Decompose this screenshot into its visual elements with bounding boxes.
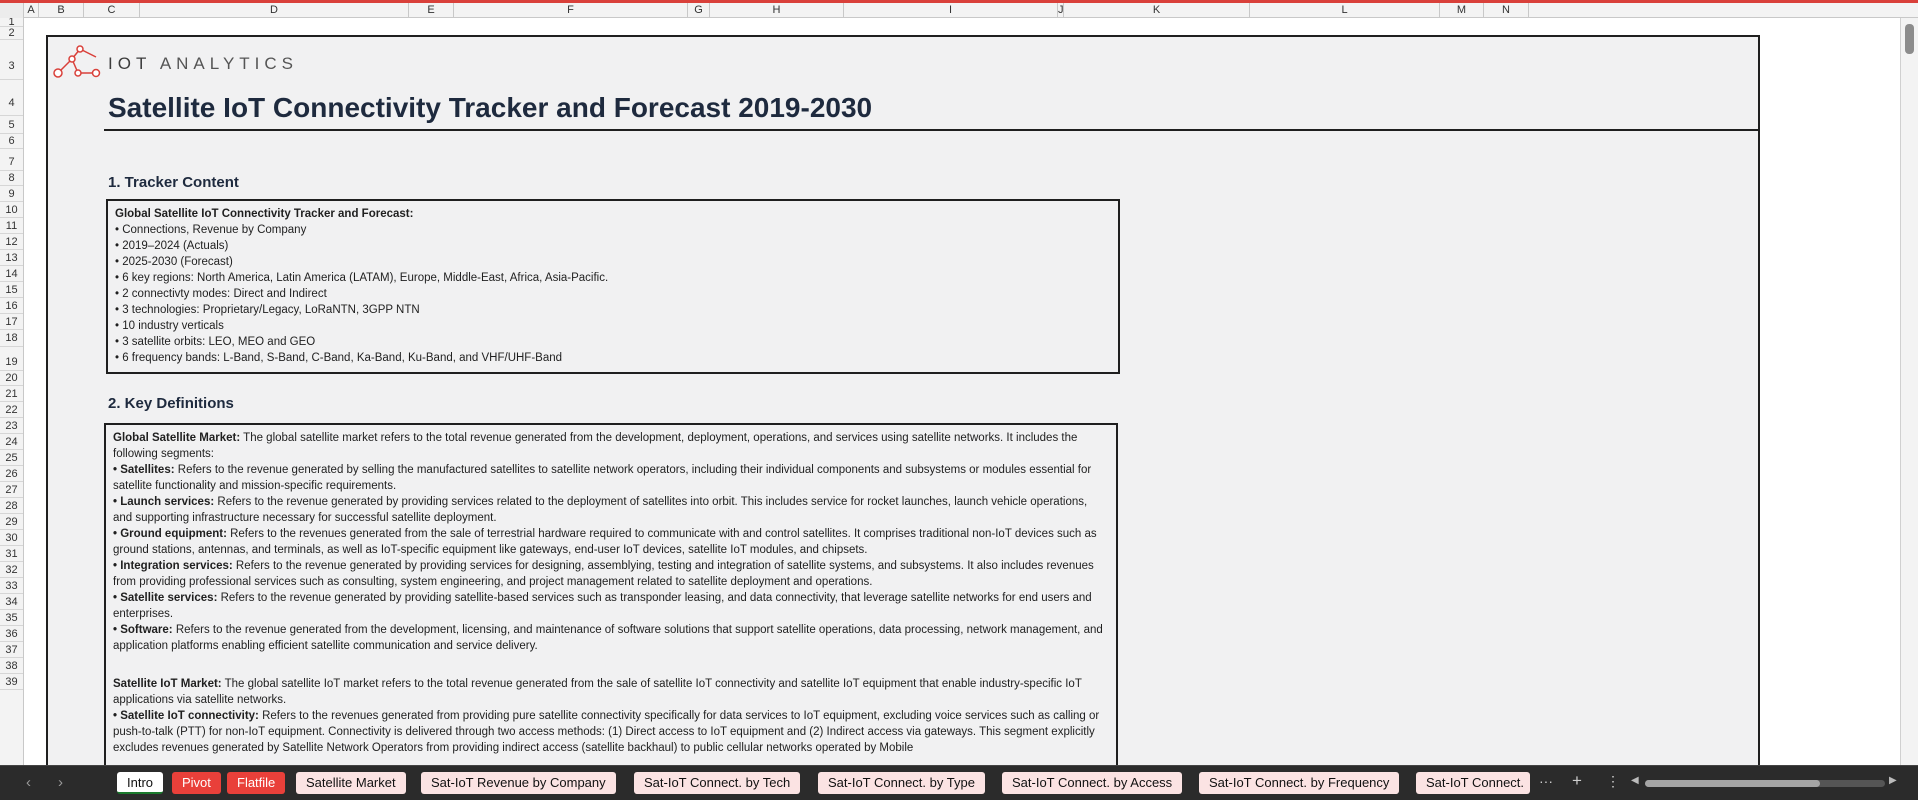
row-header-7[interactable]: 7 xyxy=(0,149,23,171)
logo-wordmark-bold: IOT xyxy=(108,54,152,73)
column-header-n[interactable]: N xyxy=(1484,3,1529,18)
row-header-22[interactable]: 22 xyxy=(0,402,23,418)
row-header-37[interactable]: 37 xyxy=(0,642,23,658)
tracker-bullet: • 2025-2030 (Forecast) xyxy=(115,256,233,268)
tracker-bullet: • Connections, Revenue by Company xyxy=(115,224,307,236)
column-header-c[interactable]: C xyxy=(84,3,140,18)
definition-item xyxy=(113,590,1109,622)
logo-wordmark xyxy=(108,54,298,74)
definition-item xyxy=(113,526,1109,558)
tracker-bullet: • 2 connectivty modes: Direct and Indirect xyxy=(115,288,327,300)
section-heading-key-definitions: 2. Key Definitions xyxy=(108,395,234,412)
column-header-i[interactable]: I xyxy=(844,3,1058,18)
row-header xyxy=(0,18,24,765)
vertical-scroll-thumb[interactable] xyxy=(1905,24,1914,54)
row-header-21[interactable]: 21 xyxy=(0,386,23,402)
row-header-26[interactable]: 26 xyxy=(0,466,23,482)
section-heading-tracker-content: 1. Tracker Content xyxy=(108,174,239,191)
row-header-4[interactable]: 4 xyxy=(0,80,23,116)
row-header-3[interactable]: 3 xyxy=(0,40,23,80)
scroll-right-icon[interactable]: ▶ xyxy=(1889,775,1897,786)
column-header-g[interactable]: G xyxy=(688,3,710,18)
row-header-15[interactable]: 15 xyxy=(0,282,23,298)
more-tabs-icon[interactable]: ··· xyxy=(1539,773,1553,789)
definition-label: • Launch services: xyxy=(113,496,215,508)
scroll-left-icon[interactable]: ◀ xyxy=(1631,775,1639,786)
row-header-9[interactable]: 9 xyxy=(0,186,23,202)
definition-text: Refers to the revenue generated from the development, licensing, and maintenance of software solutions that support satellite operations, data processing, network management, and application platforms enabling efficient satellite communication and service delivery. xyxy=(113,624,1103,652)
definition-item xyxy=(113,708,1109,756)
sheet-grid[interactable] xyxy=(24,18,1900,765)
horizontal-scroll-thumb[interactable] xyxy=(1645,780,1820,787)
row-header-24[interactable]: 24 xyxy=(0,434,23,450)
row-header-14[interactable]: 14 xyxy=(0,266,23,282)
tracker-content-box[interactable] xyxy=(106,199,1120,374)
definition-text: The global satellite market refers to the total revenue generated from the development, deployment, operations, and services using satellite networks. It includes the following segments: xyxy=(113,432,1078,460)
tab-sat-iot-connect-truncated[interactable]: Sat-IoT Connect. xyxy=(1416,772,1530,794)
column-header-a[interactable]: A xyxy=(24,3,39,18)
row-header-35[interactable]: 35 xyxy=(0,610,23,626)
tracker-bullet: • 10 industry verticals xyxy=(115,320,224,332)
row-header-38[interactable]: 38 xyxy=(0,658,23,674)
definition-label: • Software: xyxy=(113,624,173,636)
row-header-20[interactable]: 20 xyxy=(0,371,23,386)
row-header-31[interactable]: 31 xyxy=(0,546,23,562)
column-header-k[interactable]: K xyxy=(1064,3,1250,18)
tab-sat-iot-connect-by-frequency[interactable]: Sat-IoT Connect. by Frequency xyxy=(1199,772,1399,794)
column-header-e[interactable]: E xyxy=(409,3,454,18)
vertical-scrollbar[interactable] xyxy=(1900,18,1918,765)
definition-item xyxy=(113,622,1109,654)
column-header-f[interactable]: F xyxy=(454,3,688,18)
definition-label: Global Satellite Market: xyxy=(113,432,241,444)
column-header-l[interactable]: L xyxy=(1250,3,1440,18)
tab-sat-iot-connect-by-type[interactable]: Sat-IoT Connect. by Type xyxy=(818,772,985,794)
next-sheet-icon[interactable]: › xyxy=(58,774,63,791)
row-header-36[interactable]: 36 xyxy=(0,626,23,642)
tab-sat-iot-connect-by-access[interactable]: Sat-IoT Connect. by Access xyxy=(1002,772,1182,794)
definition-item xyxy=(113,558,1109,590)
row-header-27[interactable]: 27 xyxy=(0,482,23,498)
row-header-13[interactable]: 13 xyxy=(0,250,23,266)
tab-flatfile[interactable]: Flatfile xyxy=(227,772,285,794)
page-title: Satellite IoT Connectivity Tracker and Forecast 2019-2030 xyxy=(108,92,873,123)
row-header-12[interactable]: 12 xyxy=(0,234,23,250)
definition-paragraph xyxy=(113,430,1109,462)
select-all-corner[interactable] xyxy=(0,3,24,18)
column-header-d[interactable]: D xyxy=(140,3,409,18)
row-header-1[interactable]: 1 xyxy=(0,18,23,27)
row-header-33[interactable]: 33 xyxy=(0,578,23,594)
definition-label: • Satellites: xyxy=(113,464,175,476)
tab-sat-iot-connect-by-tech[interactable]: Sat-IoT Connect. by Tech xyxy=(634,772,800,794)
tracker-bullet: • 3 technologies: Proprietary/Legacy, LoRaNTN, 3GPP NTN xyxy=(115,304,420,316)
sheet-menu-icon[interactable]: ⋮ xyxy=(1606,773,1620,789)
spacer xyxy=(113,654,1109,676)
definition-item xyxy=(113,494,1109,526)
tab-satellite-market[interactable]: Satellite Market xyxy=(296,772,406,794)
tracker-bullet: • 6 frequency bands: L-Band, S-Band, C-Band, Ka-Band, Ku-Band, and VHF/UHF-Band xyxy=(115,352,563,364)
horizontal-scrollbar[interactable] xyxy=(1631,777,1901,789)
key-definitions-box[interactable] xyxy=(104,423,1118,765)
tracker-bullet: • 2019–2024 (Actuals) xyxy=(115,240,229,252)
logo-wordmark-rest: ANALYTICS xyxy=(151,54,299,73)
row-header-6[interactable]: 6 xyxy=(0,134,23,149)
title-divider xyxy=(104,129,1760,131)
definition-text: The global satellite IoT market refers to the total revenue generated from the sale of satellite IoT connectivity and satellite IoT equipment that enable industry-specific IoT applications via satellite networks. xyxy=(113,678,1082,706)
iot-analytics-logo-icon xyxy=(50,45,106,81)
tracker-content-title: Global Satellite IoT Connectivity Tracker and Forecast: xyxy=(115,208,414,220)
row-header-39[interactable]: 39 xyxy=(0,674,23,690)
definition-text: Refers to the revenues generated from the sale of terrestrial hardware required to communicate with and control satellites. It comprises traditional non-IoT devices such as ground stations, antennas, and terminals, as well as IoT-specific equipment like gateways, end-user IoT devices, satellite IoT modules, and chipsets. xyxy=(113,528,1097,556)
row-header-2[interactable]: 2 xyxy=(0,27,23,40)
definition-text: Refers to the revenue generated by providing services for designing, assemblying, testing and integration of satellite systems, and subsystems. It also includes revenues from providing professional services such as consulting, system engineering, and project management related to satellite deployment and operations. xyxy=(113,560,1094,588)
add-sheet-icon[interactable]: + xyxy=(1572,771,1582,790)
tab-sat-iot-revenue-by-company[interactable]: Sat-IoT Revenue by Company xyxy=(421,772,616,794)
tracker-bullet: • 6 key regions: North America, Latin America (LATAM), Europe, Middle-East, Africa, Asia-Pacific. xyxy=(115,272,609,284)
definition-label: • Satellite IoT connectivity: xyxy=(113,710,259,722)
column-header xyxy=(0,0,1918,18)
tab-intro[interactable]: Intro xyxy=(117,772,163,794)
definition-label: • Ground equipment: xyxy=(113,528,227,540)
column-header-h[interactable]: H xyxy=(710,3,844,18)
row-header-19[interactable]: 19 xyxy=(0,347,23,371)
column-header-m[interactable]: M xyxy=(1440,3,1484,18)
row-header-17[interactable]: 17 xyxy=(0,314,23,330)
row-header-25[interactable]: 25 xyxy=(0,450,23,466)
definition-text: Refers to the revenue generated by providing satellite-based services such as transponder leasing, and data connectivity, that leverage satellite networks for end users and enterprises. xyxy=(113,592,1092,620)
row-header-30[interactable]: 30 xyxy=(0,530,23,546)
row-header-5[interactable]: 5 xyxy=(0,116,23,134)
row-header-11[interactable]: 11 xyxy=(0,218,23,234)
definition-label: • Integration services: xyxy=(113,560,233,572)
row-header-23[interactable]: 23 xyxy=(0,418,23,434)
prev-sheet-icon[interactable]: ‹ xyxy=(26,774,31,791)
row-header-18[interactable]: 18 xyxy=(0,330,23,347)
row-header-32[interactable]: 32 xyxy=(0,562,23,578)
definition-label: Satellite IoT Market: xyxy=(113,678,222,690)
row-header-8[interactable]: 8 xyxy=(0,171,23,186)
tracker-bullet: • 3 satellite orbits: LEO, MEO and GEO xyxy=(115,336,316,348)
tab-pivot[interactable]: Pivot xyxy=(172,772,221,794)
row-header-16[interactable]: 16 xyxy=(0,298,23,314)
column-header-b[interactable]: B xyxy=(39,3,84,18)
row-header-29[interactable]: 29 xyxy=(0,514,23,530)
definition-text: Refers to the revenue generated by providing services related to the deployment of satellites into orbit. This includes service for rocket launches, launch vehicle operations, and supporting infrastructure necessary for successful satellite deployment. xyxy=(113,496,1088,524)
row-header-34[interactable]: 34 xyxy=(0,594,23,610)
definition-paragraph xyxy=(113,676,1109,708)
definition-text: Refers to the revenues generated from providing pure satellite connectivity specifically for data services to IoT equipment, excluding voice services such as calling or push-to-talk (PTT) for non-IoT equipment. Connectivity is delivered through two access methods: (1) Direct access to IoT equipment and (2) Indirect access via gateways. This segment explicitly excludes revenues generated by Satellite Network Operators from providing indirect access (satellite backhaul) to public cellular networks operated by Mobile xyxy=(113,710,1100,754)
definition-label: • Satellite services: xyxy=(113,592,218,604)
definition-item xyxy=(113,462,1109,494)
row-header-28[interactable]: 28 xyxy=(0,498,23,514)
sheet-tab-bar xyxy=(0,765,1918,800)
definition-text: Refers to the revenue generated by selling the manufactured satellites to satellite network operators, including their individual components and subsystems or modules essential for satellite functionality and mission-specific requirements. xyxy=(113,464,1092,492)
row-header-10[interactable]: 10 xyxy=(0,202,23,218)
column-header-j[interactable]: J xyxy=(1058,4,1064,16)
